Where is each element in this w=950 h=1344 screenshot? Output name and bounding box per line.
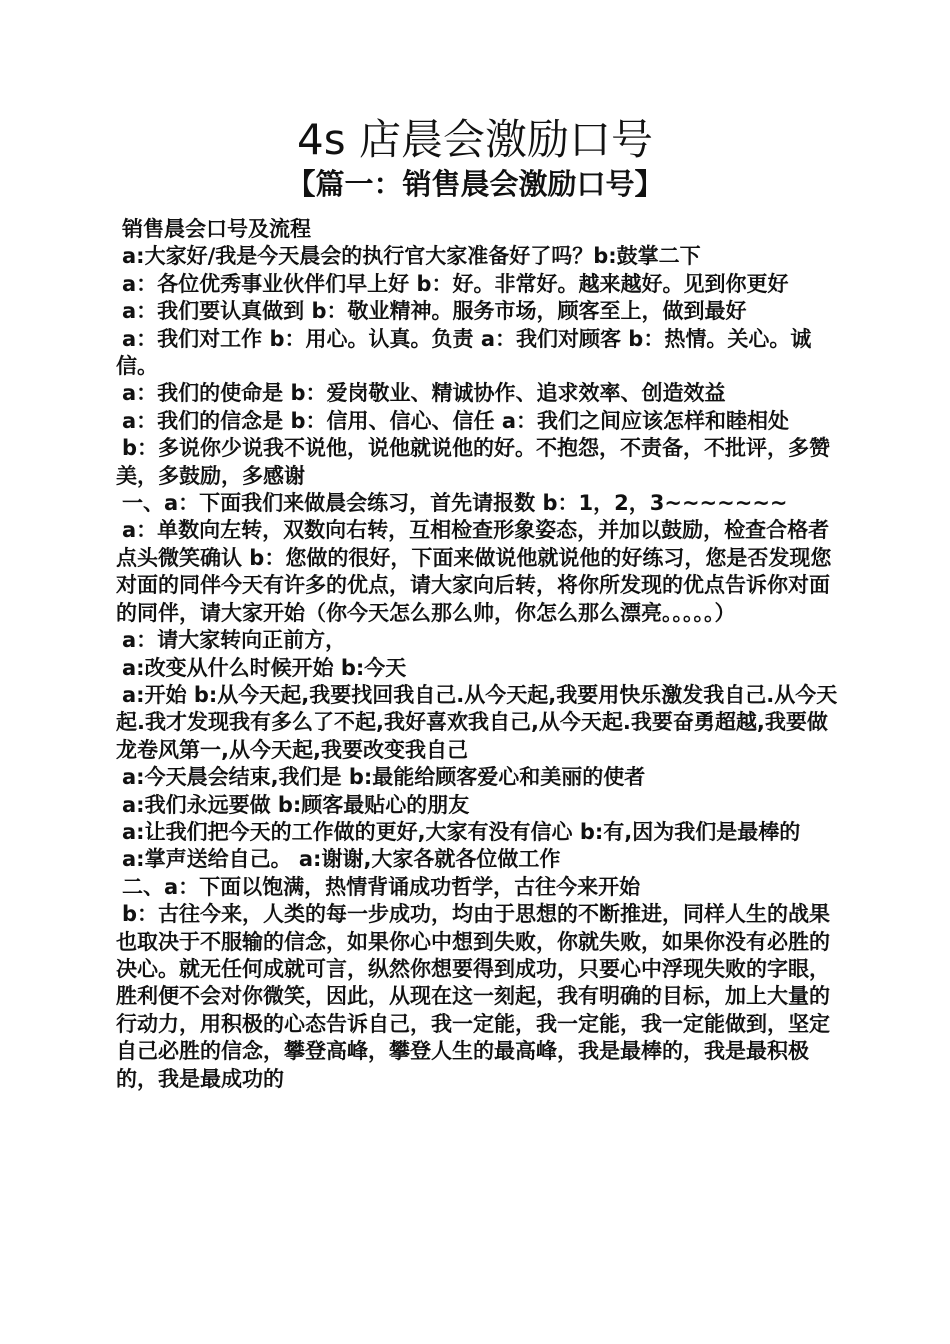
document-body: [116, 216, 841, 1093]
body-paragraph: a：各位优秀事业伙伴们早上好 b：好。非常好。越来越好。见到你更好: [122, 271, 789, 296]
body-paragraph: a:今天晨会结束,我们是 b:最能给顾客爱心和美丽的使者: [122, 765, 646, 790]
body-paragraph: a：我们对工作 b：用心。认真。负责 a：我们对顾客 b：热情。关心。诚信。: [116, 326, 812, 379]
body-paragraph: 一、a：下面我们来做晨会练习，首先请报数 b：1，2，3~~~~~~~: [122, 491, 788, 516]
body-paragraph: a:开始 b:从今天起,我要找回我自己.从今天起,我要用快乐激发我自己.从今天起.我才发现我有多么了不起,我好喜欢我自己,从今天起.我要奋勇超越,我要做龙卷风第一,从今天起,我要改变我自己: [116, 682, 838, 762]
document-subtitle: 【篇一：销售晨会激励口号】: [286, 167, 664, 201]
body-paragraph: a：我们的使命是 b：爱岗敬业、精诚协作、追求效率、创造效益: [122, 381, 726, 406]
body-paragraph: b：古往今来，人类的每一步成功，均由于思想的不断推进，同样人生的战果也取决于不服输的信念，如果你心中想到失败，你就失败，如果你没有必胜的决心。就无任何成就可言，纵然你想要得到成功，只要心中浮现失败的字眼，胜利便不会对你微笑，因此，从现在这一刻起，我有明确的目标，加上大量的行动力，用积极的心态告诉自己，我一定能，我一定能，我一定能做到，坚定自己必胜的信念，攀登高峰，攀登人生的最高峰，我是最棒的，我是最积极的，我是最成功的: [116, 902, 831, 1091]
body-paragraph: a:让我们把今天的工作做的更好,大家有没有信心 b:有,因为我们是最棒的: [122, 819, 801, 844]
body-paragraph: a:大家好/我是今天晨会的执行官大家准备好了吗？b:鼓掌二下: [122, 244, 701, 269]
body-paragraph: a：我们的信念是 b：信用、信心、信任 a：我们之间应该怎样和睦相处: [122, 408, 789, 433]
body-paragraph: a：请大家转向正前方，: [122, 628, 347, 653]
body-paragraph: a：单数向左转，双数向右转，互相检查形象姿态，并加以鼓励，检查合格者点头微笑确认 b：您做的很好，下面来做说他就说他的好练习，您是否发现您对面的同伴今天有许多的优点，请大家向后转，将你所发现的优点告诉你对面的同伴，请大家开始（你今天怎么那么帅，你怎么那么漂亮。。。。。）: [116, 518, 832, 625]
body-paragraph: a:掌声送给自己。 a:谢谢,大家各就各位做工作: [122, 847, 561, 872]
body-paragraph: a:我们永远要做 b:顾客最贴心的朋友: [122, 792, 470, 817]
body-paragraph: b：多说你少说我不说他，说他就说他的好。不抱怨，不责备，不批评，多赞美，多鼓励，多感谢: [116, 436, 831, 488]
document-title: 4s 店晨会激励口号: [297, 115, 653, 164]
body-paragraph: 二、a：下面以饱满，热情背诵成功哲学，古往今来开始: [122, 874, 641, 899]
body-paragraph: a:改变从什么时候开始 b:今天: [122, 655, 407, 680]
body-paragraph: a：我们要认真做到 b：敬业精神。服务市场，顾客至上，做到最好: [122, 299, 747, 324]
body-paragraph: 销售晨会口号及流程: [122, 217, 311, 241]
